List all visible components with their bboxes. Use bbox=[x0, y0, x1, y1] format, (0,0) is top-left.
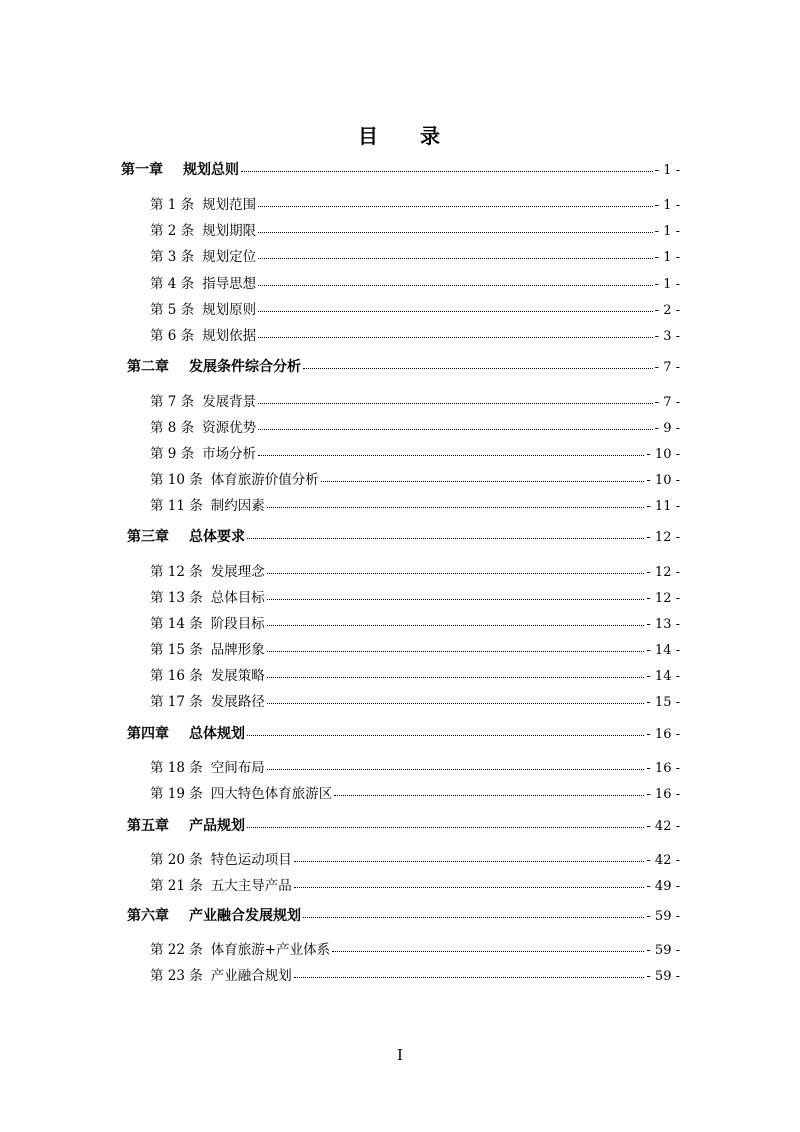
toc-dot-leader bbox=[294, 886, 645, 888]
toc-entry-label: 制约因素 bbox=[210, 498, 265, 514]
toc-article-entry[interactable] bbox=[150, 470, 680, 490]
toc-dot-leader bbox=[258, 428, 653, 430]
toc-dot-leader bbox=[332, 950, 644, 952]
toc-entry-label: 总体要求 bbox=[189, 529, 245, 545]
toc-article-entry[interactable] bbox=[150, 195, 680, 215]
toc-dot-leader bbox=[258, 205, 653, 207]
toc-entry-page: - 14 - bbox=[646, 669, 680, 684]
toc-dot-leader bbox=[258, 257, 653, 259]
toc-article-entry[interactable] bbox=[150, 876, 680, 896]
toc-chapter-entry[interactable] bbox=[127, 816, 680, 836]
toc-article-entry[interactable] bbox=[150, 496, 680, 516]
toc-entry-page: - 59 - bbox=[646, 943, 680, 958]
toc-entry-number: 第 8 条 bbox=[150, 420, 195, 436]
toc-entry-page: - 12 - bbox=[646, 591, 680, 606]
toc-entry-number: 第 17 条 bbox=[150, 694, 203, 710]
toc-entry-number: 第六章 bbox=[127, 908, 169, 924]
toc-article-entry[interactable] bbox=[150, 247, 680, 267]
toc-entry-number: 第 7 条 bbox=[150, 394, 195, 410]
toc-entry-page: - 15 - bbox=[646, 695, 680, 710]
toc-article-entry[interactable] bbox=[150, 221, 680, 241]
toc-entry-number: 第 22 条 bbox=[150, 942, 203, 958]
toc-entry-label: 发展条件综合分析 bbox=[189, 359, 301, 375]
toc-entry-page: - 16 - bbox=[646, 761, 680, 776]
toc-entry-number: 第 12 条 bbox=[150, 564, 203, 580]
toc-dot-leader bbox=[294, 976, 645, 978]
toc-dot-leader bbox=[258, 336, 653, 338]
toc-entry-label: 市场分析 bbox=[202, 446, 257, 462]
toc-article-entry[interactable] bbox=[150, 392, 680, 412]
toc-dot-leader bbox=[267, 624, 645, 626]
toc-entry-number: 第五章 bbox=[127, 818, 169, 834]
toc-entry-label: 规划定位 bbox=[202, 249, 257, 265]
toc-entry-label: 规划原则 bbox=[202, 302, 257, 318]
toc-entry-page: - 49 - bbox=[646, 879, 680, 894]
toc-entry-number: 第 16 条 bbox=[150, 668, 203, 684]
toc-entry-number: 第三章 bbox=[127, 529, 169, 545]
toc-chapter-entry[interactable] bbox=[121, 160, 680, 180]
toc-entry-page: - 14 - bbox=[646, 643, 680, 658]
toc-entry-number: 第 19 条 bbox=[150, 786, 203, 802]
toc-article-entry[interactable] bbox=[150, 562, 680, 582]
toc-dot-leader bbox=[258, 231, 653, 233]
toc-dot-leader bbox=[267, 598, 645, 600]
toc-entry-page: - 7 - bbox=[654, 360, 680, 375]
toc-entry-page: - 12 - bbox=[646, 530, 680, 545]
toc-entry-label: 特色运动项目 bbox=[210, 852, 292, 868]
toc-entry-number: 第 14 条 bbox=[150, 616, 203, 632]
toc-dot-leader bbox=[241, 170, 653, 172]
toc-entry-label: 产业融合规划 bbox=[210, 968, 292, 984]
toc-entry-number: 第 5 条 bbox=[150, 302, 195, 318]
toc-entry-number: 第一章 bbox=[121, 162, 163, 178]
toc-entry-label: 发展理念 bbox=[210, 564, 265, 580]
toc-dot-leader bbox=[267, 702, 645, 704]
toc-entry-page: - 1 - bbox=[654, 198, 680, 213]
toc-entry-number: 第 4 条 bbox=[150, 276, 195, 292]
toc-entry-page: - 12 - bbox=[646, 565, 680, 580]
toc-entry-label: 规划期限 bbox=[202, 223, 257, 239]
toc-entry-label: 发展策略 bbox=[210, 668, 265, 684]
toc-entry-label: 品牌形象 bbox=[210, 642, 265, 658]
toc-entry-number: 第 10 条 bbox=[150, 472, 203, 488]
toc-dot-leader bbox=[247, 734, 644, 736]
toc-entry-label: 四大特色体育旅游区 bbox=[210, 786, 333, 802]
toc-dot-leader bbox=[267, 676, 645, 678]
toc-entry-label: 五大主导产品 bbox=[210, 878, 292, 894]
toc-dot-leader bbox=[258, 454, 644, 456]
toc-entry-page: - 2 - bbox=[654, 303, 680, 318]
toc-entry-number: 第四章 bbox=[127, 726, 169, 742]
toc-chapter-entry[interactable] bbox=[127, 527, 680, 547]
toc-entry-number: 第 9 条 bbox=[150, 446, 195, 462]
toc-chapter-entry[interactable] bbox=[127, 357, 680, 377]
toc-dot-leader bbox=[267, 506, 645, 508]
toc-entry-number: 第 15 条 bbox=[150, 642, 203, 658]
toc-dot-leader bbox=[294, 860, 645, 862]
toc-article-entry[interactable] bbox=[150, 640, 680, 660]
toc-entry-label: 规划总则 bbox=[183, 162, 239, 178]
toc-entry-page: - 3 - bbox=[654, 329, 680, 344]
toc-entry-number: 第 2 条 bbox=[150, 223, 195, 239]
toc-entry-label: 指导思想 bbox=[202, 276, 257, 292]
toc-dot-leader bbox=[258, 284, 653, 286]
toc-dot-leader bbox=[267, 768, 645, 770]
toc-entry-label: 发展路径 bbox=[210, 694, 265, 710]
toc-title bbox=[0, 120, 800, 149]
toc-entry-number: 第 1 条 bbox=[150, 197, 195, 213]
toc-entry-number: 第 3 条 bbox=[150, 249, 195, 265]
toc-entry-label: 产业融合发展规划 bbox=[189, 908, 301, 924]
toc-dot-leader bbox=[267, 650, 645, 652]
toc-article-entry[interactable] bbox=[150, 418, 680, 438]
toc-entry-page: - 16 - bbox=[646, 787, 680, 802]
toc-title-part1: 目 bbox=[358, 124, 380, 148]
toc-article-entry[interactable] bbox=[150, 692, 680, 712]
toc-dot-leader bbox=[303, 367, 653, 369]
toc-entry-number: 第二章 bbox=[127, 359, 169, 375]
toc-entry-page: - 42 - bbox=[646, 853, 680, 868]
toc-article-entry[interactable] bbox=[150, 588, 680, 608]
toc-dot-leader bbox=[321, 480, 645, 482]
toc-dot-leader bbox=[334, 794, 644, 796]
toc-article-entry[interactable] bbox=[150, 850, 680, 870]
toc-article-entry[interactable] bbox=[150, 758, 680, 778]
toc-entry-page: - 1 - bbox=[654, 224, 680, 239]
toc-dot-leader bbox=[258, 310, 653, 312]
toc-entry-page: - 59 - bbox=[646, 969, 680, 984]
toc-entry-page: - 10 - bbox=[646, 473, 680, 488]
toc-article-entry[interactable] bbox=[150, 326, 680, 346]
toc-entry-label: 产品规划 bbox=[189, 818, 245, 834]
toc-article-entry[interactable] bbox=[150, 966, 680, 986]
toc-entry-label: 规划范围 bbox=[202, 197, 257, 213]
toc-entry-label: 体育旅游价值分析 bbox=[210, 472, 319, 488]
toc-article-entry[interactable] bbox=[150, 300, 680, 320]
toc-entry-page: - 10 - bbox=[646, 447, 680, 462]
toc-entry-number: 第 20 条 bbox=[150, 852, 203, 868]
toc-entry-number: 第 18 条 bbox=[150, 760, 203, 776]
toc-entry-page: - 16 - bbox=[646, 727, 680, 742]
toc-article-entry[interactable] bbox=[150, 666, 680, 686]
toc-entry-page: - 11 - bbox=[646, 499, 680, 514]
toc-dot-leader bbox=[303, 916, 644, 918]
toc-entry-label: 发展背景 bbox=[202, 394, 257, 410]
toc-article-entry[interactable] bbox=[150, 940, 680, 960]
toc-entry-label: 总体目标 bbox=[210, 590, 265, 606]
toc-entry-page: - 1 - bbox=[654, 250, 680, 265]
toc-entry-page: - 9 - bbox=[654, 421, 680, 436]
toc-entry-number: 第 11 条 bbox=[150, 498, 203, 514]
toc-entry-page: - 7 - bbox=[654, 395, 680, 410]
toc-entry-label: 体育旅游+产业体系 bbox=[210, 942, 331, 958]
toc-entry-label: 资源优势 bbox=[202, 420, 257, 436]
toc-entry-page: - 1 - bbox=[654, 277, 680, 292]
toc-dot-leader bbox=[247, 537, 644, 539]
toc-dot-leader bbox=[258, 402, 653, 404]
toc-entry-label: 总体规划 bbox=[189, 726, 245, 742]
toc-entry-page: - 1 - bbox=[654, 163, 680, 178]
toc-entry-number: 第 6 条 bbox=[150, 328, 195, 344]
toc-entry-label: 空间布局 bbox=[210, 760, 265, 776]
toc-entry-label: 阶段目标 bbox=[210, 616, 265, 632]
toc-chapter-entry[interactable] bbox=[127, 906, 680, 926]
toc-title-part2: 录 bbox=[420, 124, 442, 148]
toc-dot-leader bbox=[247, 826, 644, 828]
toc-entry-number: 第 13 条 bbox=[150, 590, 203, 606]
toc-entry-page: - 42 - bbox=[646, 819, 680, 834]
toc-dot-leader bbox=[267, 572, 645, 574]
toc-article-entry[interactable] bbox=[150, 274, 680, 294]
toc-entry-number: 第 23 条 bbox=[150, 968, 203, 984]
toc-article-entry[interactable] bbox=[150, 444, 680, 464]
page-number: I bbox=[397, 1046, 403, 1064]
toc-article-entry[interactable] bbox=[150, 614, 680, 634]
toc-article-entry[interactable] bbox=[150, 784, 680, 804]
toc-entry-number: 第 21 条 bbox=[150, 878, 203, 894]
toc-entry-label: 规划依据 bbox=[202, 328, 257, 344]
toc-entry-page: - 13 - bbox=[646, 617, 680, 632]
toc-chapter-entry[interactable] bbox=[127, 724, 680, 744]
toc-entry-page: - 59 - bbox=[646, 909, 680, 924]
